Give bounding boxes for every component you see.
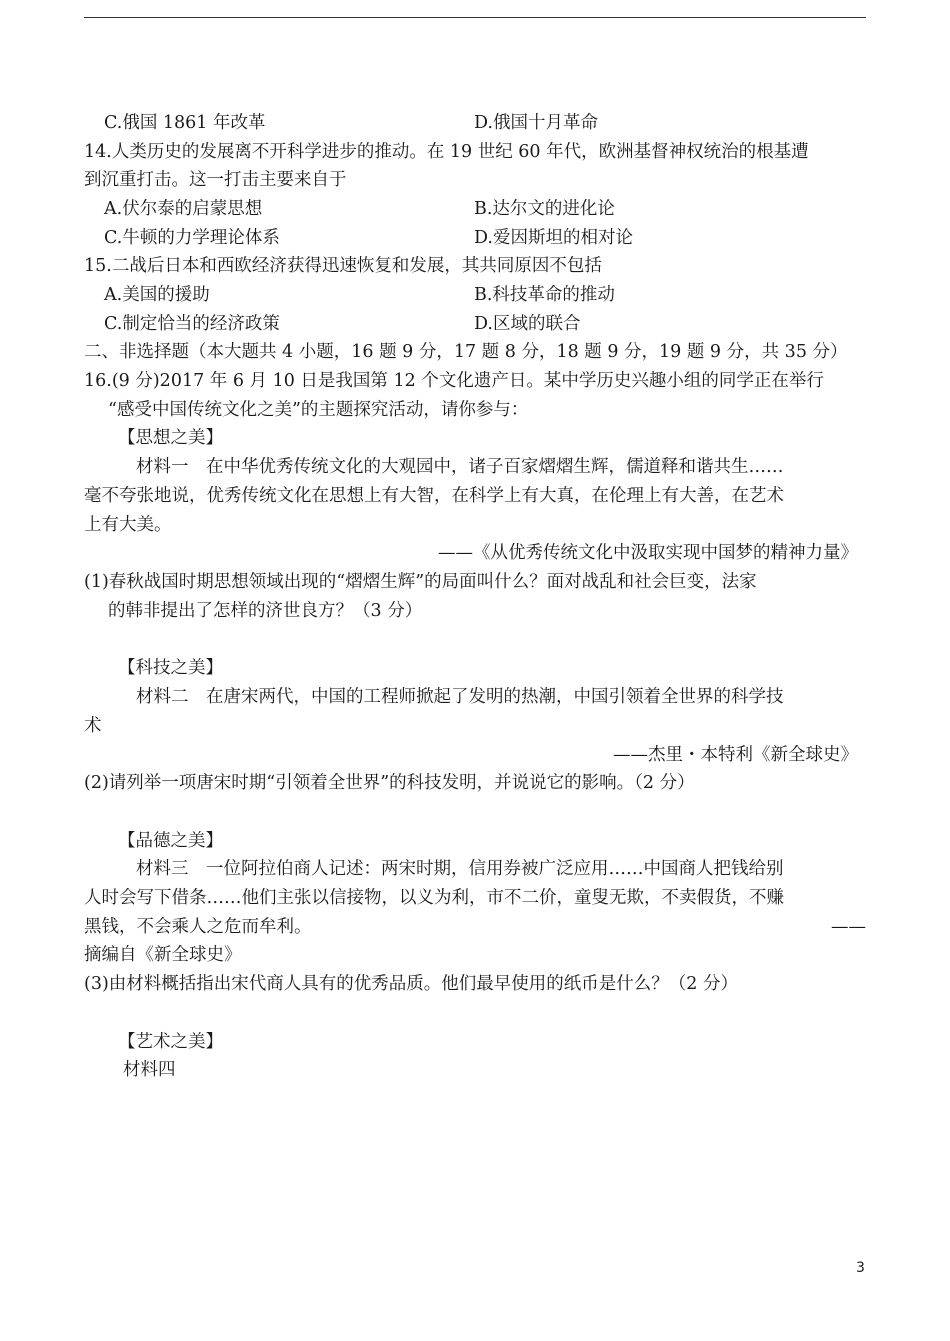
- part1-material-line1: 材料一 在中华优秀传统文化的大观园中，诸子百家熠熠生辉，儒道释和谐共生……: [136, 457, 784, 477]
- part2-material-line1: 材料二 在唐宋两代，中国的工程师掀起了发明的热潮，中国引领着全世界的科学技: [136, 687, 784, 707]
- part2-material-line2: 术: [84, 716, 102, 736]
- part1-question-line1: (1)春秋战国时期思想领域出现的“熠熠生辉”的局面叫什么？面对战乱和社会巨变，法家: [84, 572, 757, 592]
- part3-material-line2: 人时会写下借条……他们主张以信接物，以义为利，市不二价，童叟无欺，不卖假货，不赚: [84, 888, 784, 908]
- part1-material-line3: 上有大美。: [84, 515, 172, 535]
- q14-option-c: C.牛顿的力学理论体系: [104, 228, 280, 248]
- part3-material-line3: 黑钱，不会乘人之危而牟利。: [84, 917, 312, 937]
- part2-question: (2)请列举一项唐宋时期“引领着全世界”的科技发明，并说说它的影响。（2 分）: [84, 773, 695, 793]
- part3-question: (3)由材料概括指出宋代商人具有的优秀品质。他们最早使用的纸币是什么？（2 分）: [84, 974, 738, 994]
- q16-intro-line1: 16.(9 分)2017 年 6 月 10 日是我国第 12 个文化遗产日。某中学历史兴趣小组的同学正在举行: [84, 371, 824, 391]
- part1-material-line2: 毫不夸张地说，优秀传统文化在思想上有大智，在科学上有大真，在伦理上有大善，在艺术: [84, 486, 784, 506]
- header-rule: [84, 17, 866, 18]
- q13-option-c: C.俄国 1861 年改革: [104, 113, 266, 133]
- q14-option-d: D.爱因斯坦的相对论: [474, 228, 633, 248]
- part1-source: ——《从优秀传统文化中汲取实现中国梦的精神力量》: [438, 543, 858, 563]
- q15-option-c: C.制定恰当的经济政策: [104, 314, 280, 334]
- part4-material-label: 材料四: [123, 1060, 176, 1080]
- q15-option-b: B.科技革命的推动: [474, 285, 615, 305]
- part1-question-line2: 的韩非提出了怎样的济世良方？（3 分）: [108, 601, 423, 621]
- page-number: 3: [856, 1260, 865, 1276]
- q13-option-d: D.俄国十月革命: [474, 113, 598, 133]
- q14-stem-line1: 14.人类历史的发展离不开科学进步的推动。在 19 世纪 60 年代，欧洲基督神权统治的根基遭: [84, 142, 809, 162]
- part3-source: 摘编自《新全球史》: [84, 945, 242, 965]
- part2-heading: 【科技之美】: [118, 658, 223, 678]
- q15-stem: 15.二战后日本和西欧经济获得迅速恢复和发展，其共同原因不包括: [84, 256, 602, 276]
- q15-option-d: D.区域的联合: [474, 314, 581, 334]
- section2-heading: 二、非选择题（本大题共 4 小题，16 题 9 分，17 题 8 分，18 题 9 分，19 题 9 分，共 35 分）: [84, 342, 848, 362]
- q15-option-a: A.美国的援助: [104, 285, 210, 305]
- q14-option-b: B.达尔文的进化论: [474, 199, 615, 219]
- q14-option-a: A.伏尔泰的启蒙思想: [104, 199, 263, 219]
- part3-material-line1: 材料三 一位阿拉伯商人记述：两宋时期，信用券被广泛应用……中国商人把钱给别: [136, 859, 784, 879]
- q16-intro-line2: “感受中国传统文化之美”的主题探究活动，请你参与：: [108, 400, 529, 420]
- part3-heading: 【品德之美】: [118, 831, 223, 851]
- part3-source-dash: ——: [831, 917, 866, 937]
- part4-heading: 【艺术之美】: [118, 1032, 223, 1052]
- q14-stem-line2: 到沉重打击。这一打击主要来自于: [84, 170, 347, 190]
- part1-heading: 【思想之美】: [118, 428, 223, 448]
- part2-source: ——杰里・本特利《新全球史》: [613, 745, 858, 765]
